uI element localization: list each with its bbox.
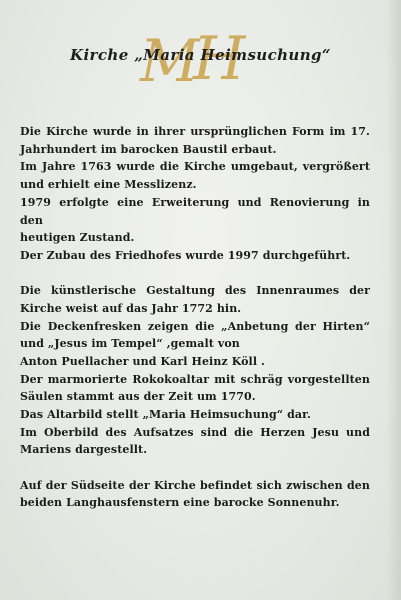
paragraph-gap — [20, 459, 370, 477]
text-line: und „Jesus im Tempel“ ,gemalt von — [20, 337, 240, 351]
text-line: Der Zubau des Friedhofes wurde 1997 durchgeführt. — [20, 248, 351, 262]
text-line: Der marmorierte Rokokoaltar mit schräg vorgestellten — [20, 372, 370, 386]
text-line: Jahrhundert im barocken Baustil erbaut. — [20, 142, 277, 156]
title-area — [0, 24, 401, 98]
text-line: heutigen Zustand. — [20, 231, 135, 245]
text-line: Mariens dargestellt. — [20, 443, 148, 457]
text-line: und erhielt eine Messlizenz. — [20, 178, 197, 192]
text-line: Die Deckenfresken zeigen die „Anbetung der Hirten“ — [20, 319, 370, 333]
text-line: Das Altarbild stellt „Maria Heimsuchung“ dar. — [20, 408, 311, 422]
text-line: beiden Langhausfenstern eine barocke Sonnenuhr. — [20, 496, 340, 510]
document-body — [20, 123, 370, 512]
text-line: Die Kirche wurde in ihrer ursprünglichen Form im 17. — [20, 125, 370, 138]
document-title: Kirche „Maria Heimsuchung“ — [70, 46, 331, 64]
text-line: Anton Puellacher und Karl Heinz Köll . — [20, 354, 265, 368]
paragraph-gap — [20, 265, 370, 283]
text-line: Auf der Südseite der Kirche befindet sich zwischen den — [20, 478, 370, 492]
text-line: Die künstlerische Gestaltung des Innenraumes der — [20, 284, 370, 298]
decorative-initial-h: H — [193, 24, 246, 94]
text-line: Im Jahre 1763 wurde die Kirche umgebaut, vergrößert — [20, 160, 370, 174]
text-line: 1979 erfolgte eine Erweiterung und Renovierung in den — [20, 195, 370, 227]
text-line: Kirche weist auf das Jahr 1772 hin. — [20, 301, 242, 315]
text-line: Säulen stammt aus der Zeit um 1770. — [20, 390, 256, 404]
text-line: Im Oberbild des Aufsatzes sind die Herzen Jesu und — [20, 425, 370, 439]
decorative-initial-m: M — [140, 27, 200, 95]
